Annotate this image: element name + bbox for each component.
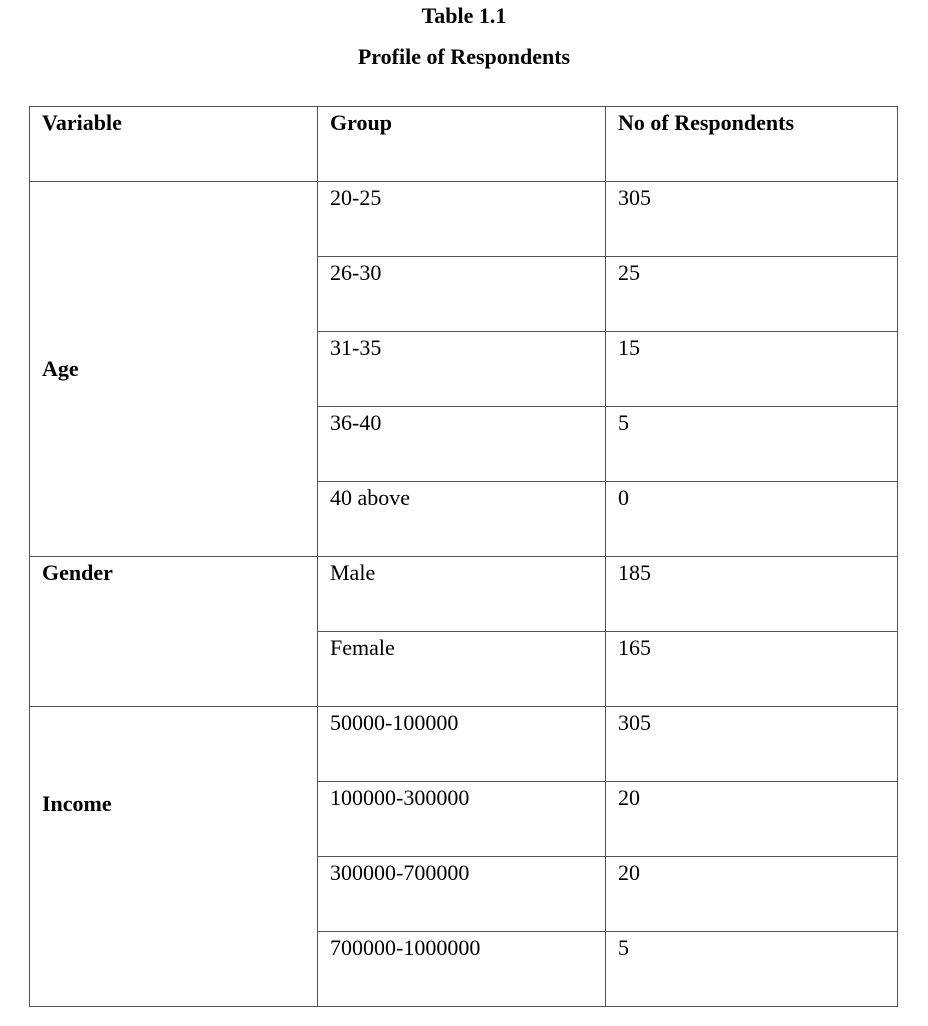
count-cell: 165 xyxy=(606,632,898,707)
variable-age: Age xyxy=(30,182,318,557)
table-row xyxy=(30,707,898,782)
group-cell: 300000-700000 xyxy=(318,857,606,932)
group-cell: 700000-1000000 xyxy=(318,932,606,1007)
count-cell: 5 xyxy=(606,407,898,482)
header-row xyxy=(30,107,898,182)
count-cell: 185 xyxy=(606,557,898,632)
group-cell: Female xyxy=(318,632,606,707)
group-cell: 50000-100000 xyxy=(318,707,606,782)
group-cell: 36-40 xyxy=(318,407,606,482)
table-row xyxy=(30,182,898,257)
count-cell: 5 xyxy=(606,932,898,1007)
respondent-profile-table xyxy=(29,106,898,1007)
group-cell: 100000-300000 xyxy=(318,782,606,857)
group-cell: 40 above xyxy=(318,482,606,557)
variable-income: Income xyxy=(30,707,318,1007)
variable-gender: Gender xyxy=(30,557,318,707)
count-cell: 0 xyxy=(606,482,898,557)
count-cell: 305 xyxy=(606,182,898,257)
count-cell: 15 xyxy=(606,332,898,407)
group-cell: 20-25 xyxy=(318,182,606,257)
header-group: Group xyxy=(318,107,606,182)
table-row xyxy=(30,557,898,632)
header-respondents: No of Respondents xyxy=(606,107,898,182)
table-number: Table 1.1 xyxy=(421,3,507,28)
count-cell: 25 xyxy=(606,257,898,332)
group-cell: 31-35 xyxy=(318,332,606,407)
count-cell: 20 xyxy=(606,782,898,857)
header-variable: Variable xyxy=(30,107,318,182)
group-cell: Male xyxy=(318,557,606,632)
count-cell: 305 xyxy=(606,707,898,782)
group-cell: 26-30 xyxy=(318,257,606,332)
table-title: Profile of Respondents xyxy=(357,44,571,69)
count-cell: 20 xyxy=(606,857,898,932)
